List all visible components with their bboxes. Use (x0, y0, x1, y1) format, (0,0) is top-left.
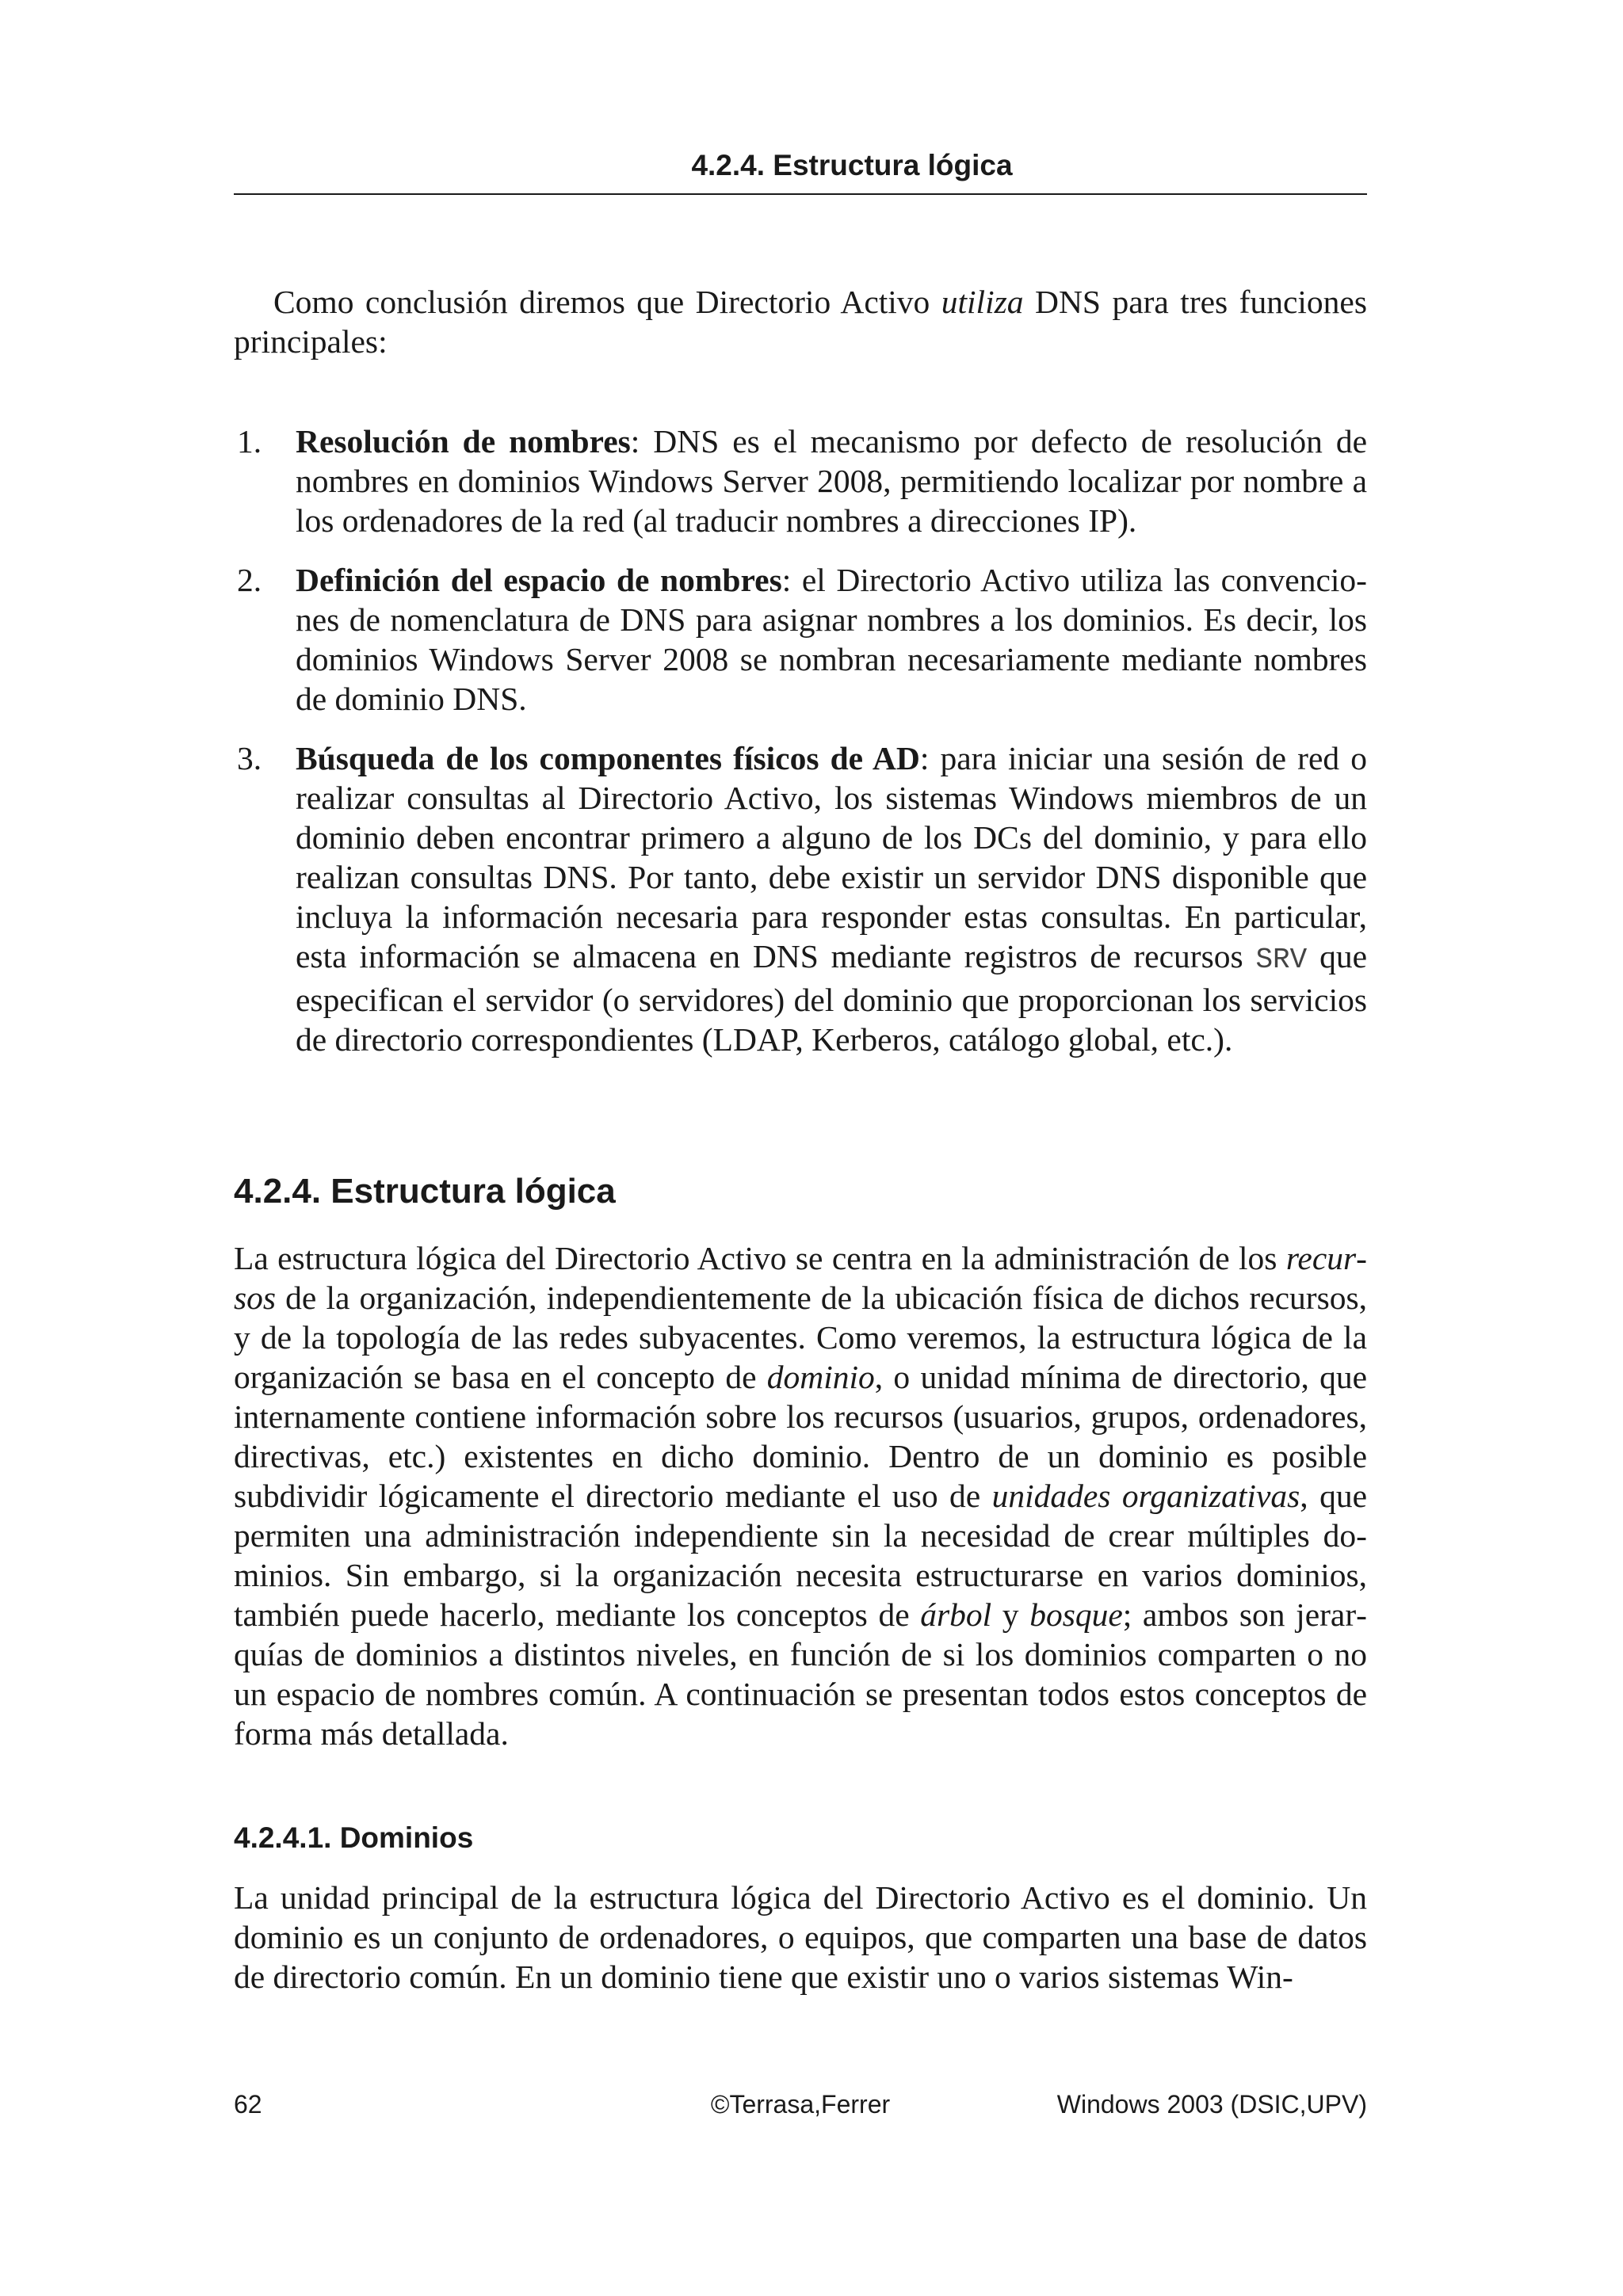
section-heading: 4.2.4. Estructura lógica (234, 1172, 616, 1211)
list-item (234, 738, 1367, 1059)
list-item-text: : el Directorio Activo utiliza las convenciones de nomenclatura de DNS para asignar nombres a los dominios. Es decir, los dominios Windows Server 2008 se nombran necesariamente mediante nombres de dominio DNS. (296, 562, 1367, 717)
section-text: ; ambos son jerarquías de dominios a distintos niveles, en función de si los dominios comparten o no un espacio de nombres común. A continuación se presentan todos estos conceptos de forma más detallada. (234, 1596, 1367, 1752)
page-number: 62 (234, 2090, 262, 2119)
section-emphasis: dominio (766, 1359, 875, 1395)
section-paragraph (234, 1238, 1367, 1753)
intro-text: Como conclusión diremos que Directorio Activo (273, 284, 941, 320)
intro-text-end: DNS para tres funciones principales: (234, 284, 1367, 360)
section-text: y (991, 1596, 1030, 1633)
section-text: , que permiten una administración independiente sin la necesidad de crear múltiples dominios. Sin embargo, si la organización necesita estructurarse en varios dominios, también puede hacerlo, mediante los conceptos de (234, 1478, 1367, 1633)
list-item-text: : DNS es el mecanismo por defecto de resolución de nombres en dominios Windows Server 2008, permitiendo localizar por nombre a los ordenadores de la red (al traducir nombres a direcciones IP). (296, 423, 1367, 539)
list-item-number: 3. (237, 740, 262, 776)
list-item-term: Definición del espacio de nombres (296, 562, 782, 598)
footer-authors: ©Terrasa,Ferrer (710, 2090, 891, 2119)
list-item-number: 2. (237, 562, 262, 598)
list-item-term: Resolución de nombres (296, 423, 631, 460)
intro-paragraph (234, 282, 1367, 361)
section-emphasis: bosque (1029, 1596, 1123, 1633)
section-emphasis: árbol (920, 1596, 992, 1633)
list-item (234, 421, 1367, 540)
list-item-text-end: que especifican el servidor (o servidores) del dominio que proporcionan los servicios de directorio correspondientes (LDAP, Kerberos, catálogo global, etc.). (296, 938, 1367, 1058)
document-page (234, 0, 1367, 2296)
subsection-heading: 4.2.4.1. Dominios (234, 1821, 474, 1854)
section-emphasis: unidades organizativas (991, 1478, 1300, 1514)
section-emphasis: recursos (234, 1240, 1367, 1316)
list-item (234, 560, 1367, 719)
functions-list (234, 421, 1367, 1079)
list-item-number: 1. (237, 423, 262, 460)
page-footer (234, 2086, 1367, 2122)
list-item-term: Búsqueda de los componentes físicos de AD (296, 740, 920, 776)
header-rule (234, 193, 1367, 195)
section-text: , o unidad mínima de directorio, que internamente contiene información sobre los recursos (usuarios, grupos, ordenadores, directivas, etc.) existentes en dicho dominio. Dentro de un dominio es posible subdividir lógicamente el directorio mediante el uso de (234, 1359, 1367, 1514)
intro-emphasis: utiliza (941, 284, 1024, 320)
list-item-text: : para iniciar una sesión de red o realizar consultas al Directorio Activo, los sistemas Windows miembros de un dominio deben encontrar primero a alguno de los DCs del dominio, y para ello realizan consultas DNS. Por tanto, debe existir un servidor DNS disponible que incluya la información necesaria para responder estas consultas. En particular, esta información se almacena en DNS mediante registros de recursos (296, 740, 1367, 974)
section-text: de la organización, independientemente de la ubicación física de dichos recursos, y de la topología de las redes subyacentes. Como veremos, la estructura lógica de la organización se basa en el concepto de (234, 1280, 1367, 1395)
running-header: 4.2.4. Estructura lógica (691, 149, 1013, 181)
footer-book: Windows 2003 (DSIC,UPV) (1056, 2090, 1367, 2119)
srv-code: SRV (1255, 944, 1308, 976)
section-text: La estructura lógica del Directorio Activo se centra en la administración de los (234, 1240, 1286, 1276)
subsection-paragraph: La unidad principal de la estructura lógica del Directorio Activo es el dominio. Un dominio es un conjunto de ordenadores, o equipos, que comparten una base de datos de directorio común. En un dominio tiene que existir uno o varios sistemas Win- (234, 1879, 1367, 1995)
